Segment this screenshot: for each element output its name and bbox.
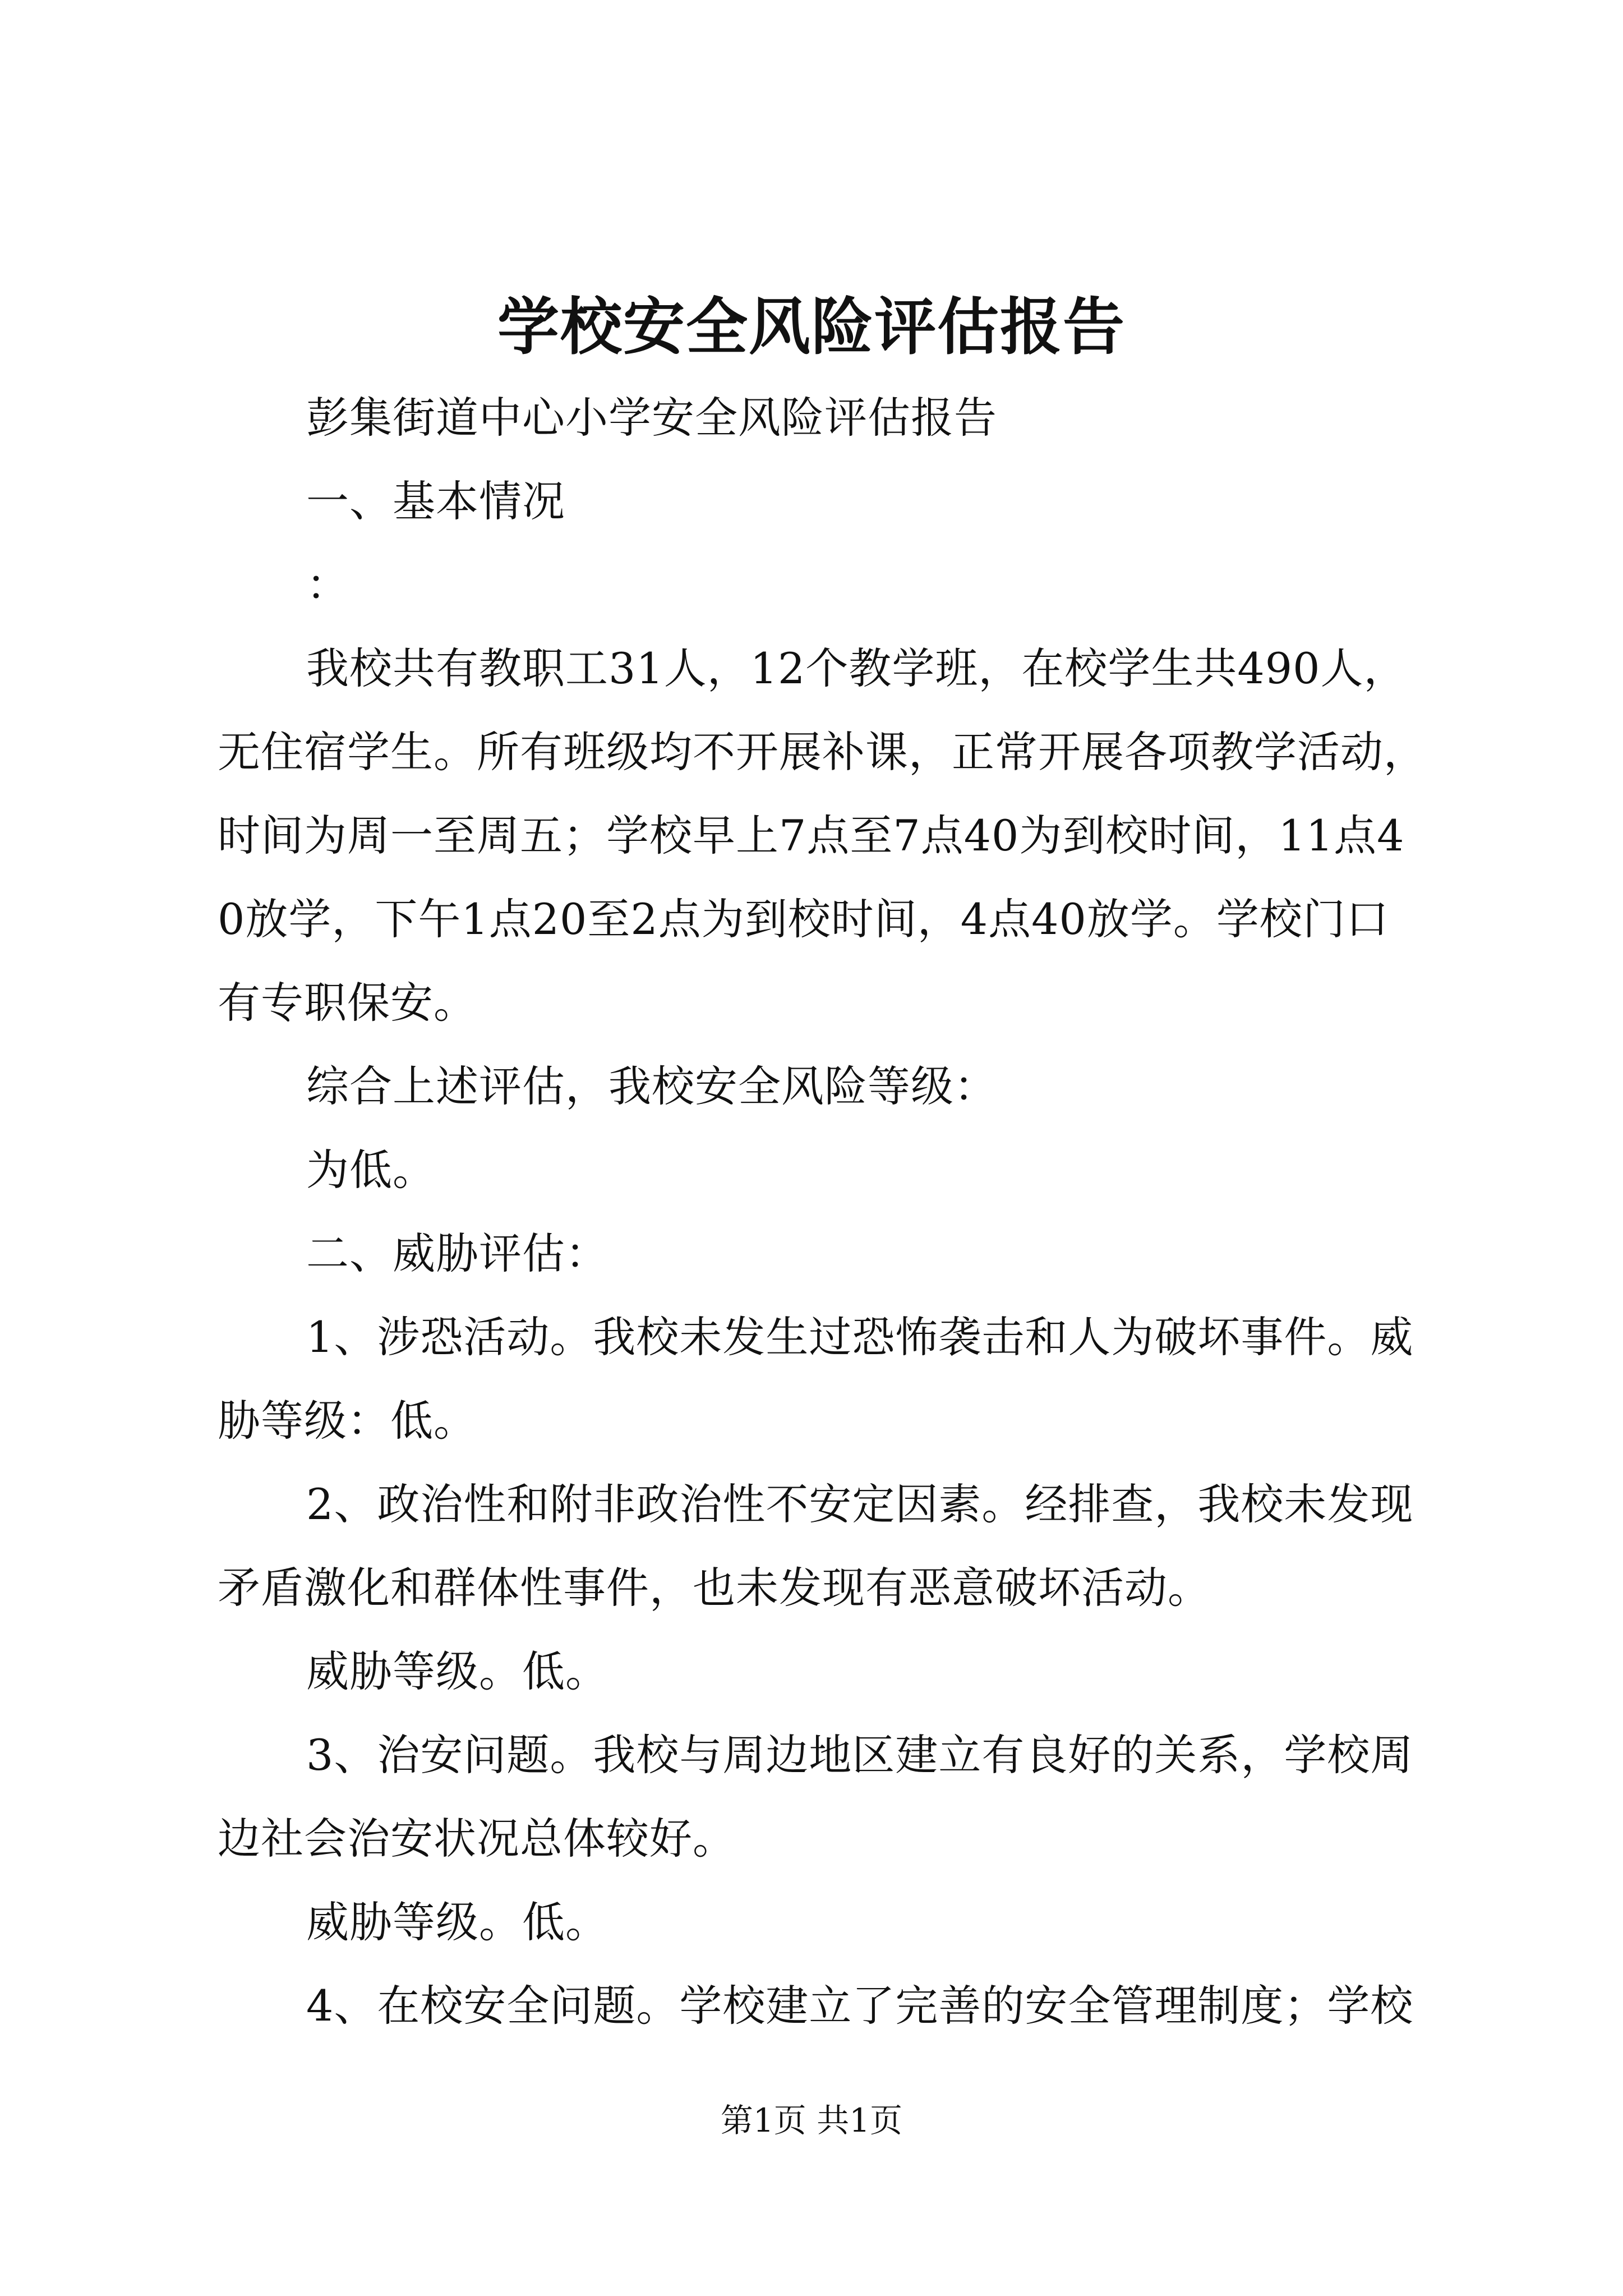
page-footer: 第1页 共1页 — [720, 2101, 903, 2139]
document-body — [218, 376, 1429, 2047]
paragraph: 威胁等级。低。 — [306, 1897, 608, 1947]
paragraph: 3、治安问题。我校与周边地区建立有良好的关系，学校周边社会治安状况总体较好。 — [218, 1730, 1414, 1864]
paragraph: 4、在校安全问题。学校建立了完善的安全管理制度；学校 — [306, 1981, 1414, 2031]
paragraph: 彭集街道中心小学安全风险评估报告 — [306, 393, 997, 443]
paragraph: 2、政治性和附非政治性不安定因素。经排查，我校未发现矛盾激化和群体性事件，也未发现有恶意破坏活动。 — [218, 1479, 1414, 1613]
paragraph: 综合上述评估，我校安全风险等级： — [306, 1061, 997, 1111]
section-heading: 二、威胁评估： — [306, 1228, 608, 1278]
paragraph: ： — [306, 560, 349, 610]
paragraph: 我校共有教职工31人，12个教学班，在校学生共490人，无住宿学生。所有班级均不开展补课，正常开展各项教学活动，时间为周一至周五；学校早上7点至7点40为到校时间，11点40放学，下午1点20至2点为到校时间，4点40放学。学校门口有专职保安。 — [218, 643, 1427, 1028]
paragraph: 1、涉恐活动。我校未发生过恐怖袭击和人为破坏事件。威胁等级：低。 — [218, 1312, 1414, 1446]
section-heading: 一、基本情况 — [306, 476, 565, 526]
paragraph: 威胁等级。低。 — [306, 1646, 608, 1696]
document-title: 学校安全风险评估报告 — [497, 291, 1126, 363]
paragraph: 为低。 — [306, 1145, 436, 1195]
